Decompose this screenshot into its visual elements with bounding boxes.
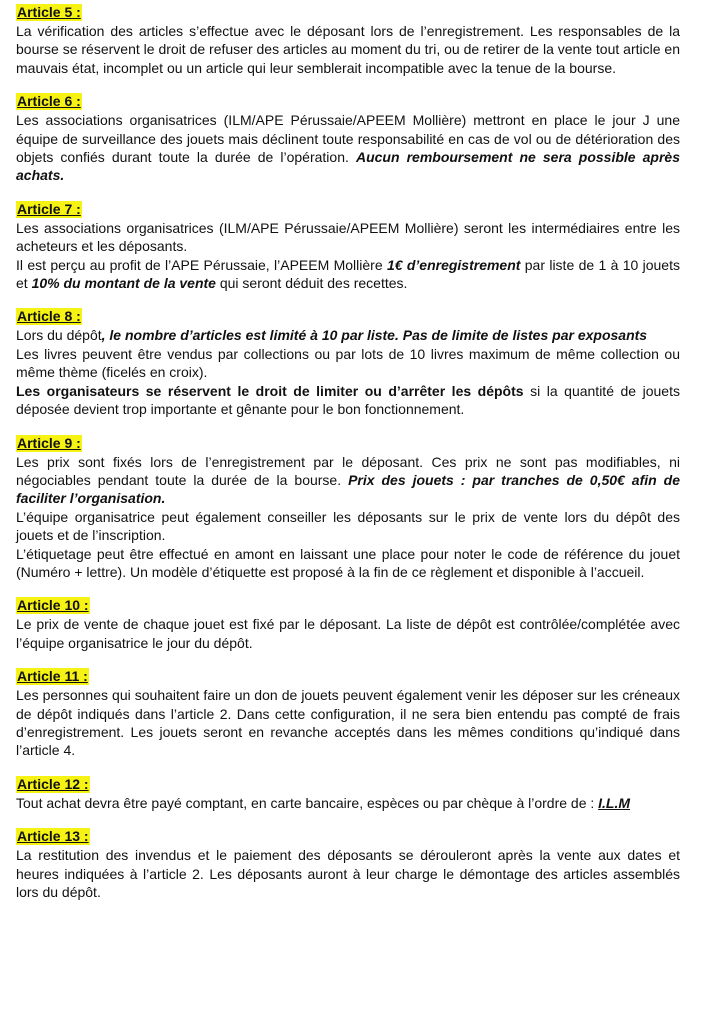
paragraph-text: Les prix sont fixés lors de l’enregistrement par le déposant. Ces prix ne sont pas modifiables, ni négociables pendant toute la durée de la bourse. (16, 453, 680, 488)
article-paragraph: La vérification des articles s’effectue avec le déposant lors de l’enregistrement. Les responsables de la bourse se réservent le droit de refuser des articles au moment du tri, ou de retirer de la vente tout article en mauvais état, incomplet ou un article qui leur semblerait incompatible avec la tenue de la bourse. (16, 23, 680, 76)
regulations-document (16, 4, 680, 917)
paragraph-text: Il est perçu au profit de l’APE Pérussaie, l’APEEM Mollière (16, 256, 387, 273)
article-7 (16, 201, 680, 293)
article-paragraph (16, 326, 680, 344)
payee-name: I.L.M (598, 794, 631, 811)
article-heading: Article 10 : (17, 597, 89, 614)
organizer-rights-notice: Les organisateurs se réservent le droit de limiter ou d’arrêter les dépôts (16, 382, 524, 399)
sale-commission: 10% du montant de la vente (31, 275, 216, 292)
article-heading: Article 12 : (17, 775, 89, 792)
article-9 (16, 435, 680, 582)
article-heading: Article 5 : (17, 4, 81, 20)
article-11 (16, 668, 680, 760)
article-paragraph: Les associations organisatrices (ILM/APE Pérussaie/APEEM Mollière) seront les intermédiaires entre les acheteurs et les déposants. (16, 219, 680, 255)
article-limit-notice: , le nombre d’articles est limité à 10 par liste. Pas de limite de listes par exposants (101, 327, 648, 344)
article-paragraph: Le prix de vente de chaque jouet est fixé par le déposant. La liste de dépôt est contrôlée/complétée avec l’équipe organisatrice le jour du dépôt. (16, 616, 680, 651)
article-paragraph: Les personnes qui souhaitent faire un don de jouets peuvent également venir les déposer sur les créneaux de dépôt indiqués dans l’article 2. Dans cette configuration, il ne sera bien entendu pas compté de frais d’enregistrement. Les jouets seront en revanche acceptés dans les mêmes conditions qu’indiqué dans l’article 4. (16, 687, 680, 759)
article-paragraph: L’équipe organisatrice peut également conseiller les déposants sur le prix de vente lors du dépôt des jouets et de l’inscription. (16, 508, 680, 544)
no-refund-notice: Aucun remboursement ne sera possible après achats. (16, 149, 680, 184)
paragraph-text: Lors du dépôt (16, 327, 102, 344)
article-paragraph: Les livres peuvent être vendus par collections ou par lots de 10 livres maximum de même collection ou même thème (ficelés en croix). (16, 345, 680, 381)
article-heading: Article 13 : (17, 828, 89, 845)
article-12 (16, 776, 680, 812)
article-heading: Article 8 : (17, 308, 81, 325)
article-heading: Article 7 : (17, 200, 81, 217)
paragraph-text: Tout achat devra être payé comptant, en (16, 794, 271, 811)
paragraph-text: qui seront déduit des recettes. (215, 275, 408, 292)
article-6 (16, 93, 680, 185)
card-payment-text: carte bancaire (270, 794, 360, 811)
article-heading: Article 6 : (17, 93, 81, 110)
article-8 (16, 308, 680, 418)
article-heading: Article 11 : (17, 668, 88, 685)
article-10 (16, 597, 680, 652)
paragraph-text: Les associations organisatrices (ILM/APE Pérussaie/APEEM Mollière) mettront en place le jour J une équipe de surveillance des jouets mais déclinent toute responsabilité en cas de vol ou de détérioration des objets confiés durant toute la durée de l’opération. (16, 112, 680, 166)
article-paragraph (16, 794, 680, 812)
paragraph-text: si la quantité de jouets déposée devient trop importante et gênante pour le bon fonctionnement. (16, 382, 680, 418)
registration-fee: 1€ d’enregistrement (386, 256, 521, 273)
article-paragraph: L’étiquetage peut être effectué en amont en laissant une place pour noter le code de référence du jouet (Numéro + lettre). Un modèle d’étiquette est proposé à la fin de ce règlement et disponible à l’accueil. (16, 545, 680, 580)
article-paragraph (16, 111, 680, 185)
article-paragraph (16, 382, 680, 419)
paragraph-text: par liste de 1 à 10 jouets et (16, 256, 680, 292)
article-5 (16, 4, 680, 77)
article-heading: Article 9 : (17, 434, 81, 451)
article-paragraph: La restitution des invendus et le paiement des déposants se dérouleront après la vente aux dates et heures indiquées à l’article 2. Les déposants auront à leur charge le démontage des articles assemblés lors du dépôt. (16, 847, 680, 900)
article-paragraph (16, 453, 680, 508)
article-paragraph (16, 256, 680, 293)
article-13 (16, 828, 680, 901)
paragraph-text: , espèces ou par chèque à l’ordre de : (359, 794, 599, 811)
price-increment-notice: Prix des jouets : par tranches de 0,50€ afin de faciliter l’organisation. (16, 471, 680, 507)
